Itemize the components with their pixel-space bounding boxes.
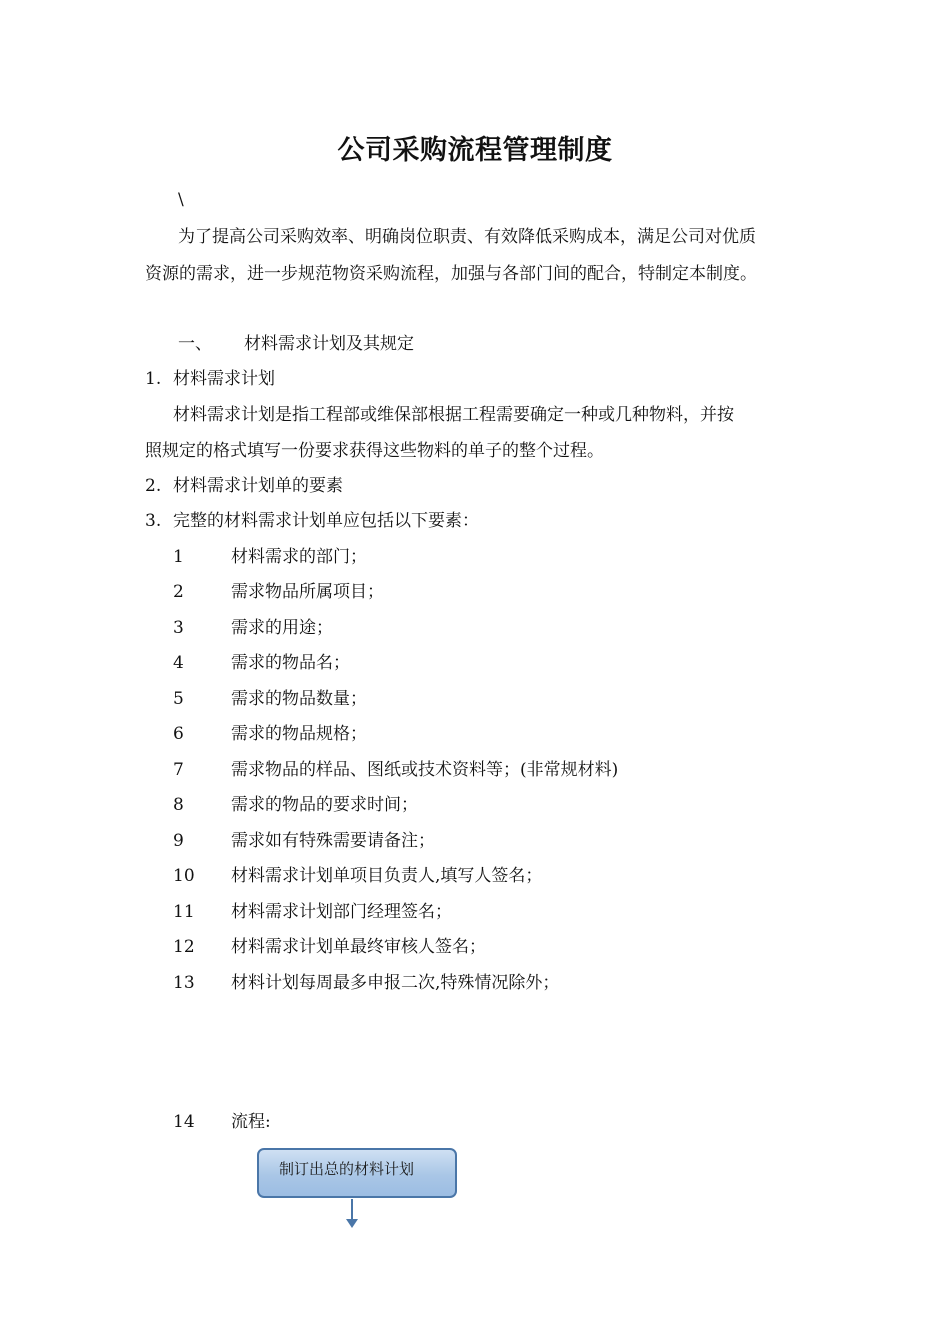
- element-number: 14: [173, 1112, 195, 1132]
- element-number: 2: [173, 582, 184, 602]
- item-number: 2.: [145, 476, 162, 496]
- element-text: 需求的物品规格；: [231, 724, 367, 744]
- element-number: 9: [173, 831, 184, 851]
- element-number: 5: [173, 689, 184, 709]
- element-text: 材料需求计划单最终审核人签名；: [231, 937, 486, 957]
- element-text: 材料需求计划单项目负责人,填写人签名；: [231, 866, 543, 886]
- element-number: 3: [173, 618, 184, 638]
- element-text: 需求的用途；: [231, 618, 333, 638]
- element-number: 13: [173, 973, 195, 993]
- intro-paragraph-line-2: 资源的需求，进一步规范物资采购流程，加强与各部门间的配合，特制定本制度。: [145, 264, 757, 284]
- element-text: 需求如有特殊需要请备注；: [231, 831, 435, 851]
- element-text: 材料计划每周最多申报二次,特殊情况除外；: [231, 973, 560, 993]
- element-number: 11: [173, 902, 195, 922]
- element-number: 6: [173, 724, 184, 744]
- element-number: 1: [173, 547, 184, 567]
- down-arrow-icon: [343, 1199, 361, 1229]
- item-text: 材料需求计划单的要素: [173, 476, 343, 496]
- element-number: 10: [173, 866, 195, 886]
- element-number: 12: [173, 937, 195, 957]
- element-text: 材料需求计划部门经理签名；: [231, 902, 452, 922]
- item-number: 1.: [145, 369, 162, 389]
- item-text: 材料需求计划: [173, 369, 275, 389]
- element-text: 需求的物品名；: [231, 653, 350, 673]
- document-title: 公司采购流程管理制度: [337, 135, 613, 166]
- element-number: 8: [173, 795, 184, 815]
- element-text: 需求物品所属项目；: [231, 582, 384, 602]
- process-label: 流程:: [231, 1112, 271, 1132]
- element-text: 材料需求的部门；: [231, 547, 367, 567]
- element-text: 需求的物品数量；: [231, 689, 367, 709]
- flowchart-step-box: [257, 1148, 457, 1198]
- element-text: 需求的物品的要求时间；: [231, 795, 418, 815]
- stray-backslash: \: [178, 190, 184, 210]
- intro-paragraph-line-1: 为了提高公司采购效率、明确岗位职责、有效降低采购成本，满足公司对优质: [178, 227, 756, 247]
- element-text: 需求物品的样品、图纸或技术资料等；(非常规材料): [231, 760, 619, 780]
- element-number: 4: [173, 653, 184, 673]
- section-heading: 材料需求计划及其规定: [244, 334, 414, 354]
- item1-description-line-1: 材料需求计划是指工程部或维保部根据工程需要确定一种或几种物料，并按: [173, 405, 734, 425]
- flowchart-step-label: 制订出总的材料计划: [279, 1160, 415, 1178]
- section-number: 一、: [178, 334, 212, 354]
- item-number: 3.: [145, 511, 162, 531]
- element-number: 7: [173, 760, 184, 780]
- item-text: 完整的材料需求计划单应包括以下要素：: [173, 511, 479, 531]
- item1-description-line-2: 照规定的格式填写一份要求获得这些物料的单子的整个过程。: [145, 441, 604, 461]
